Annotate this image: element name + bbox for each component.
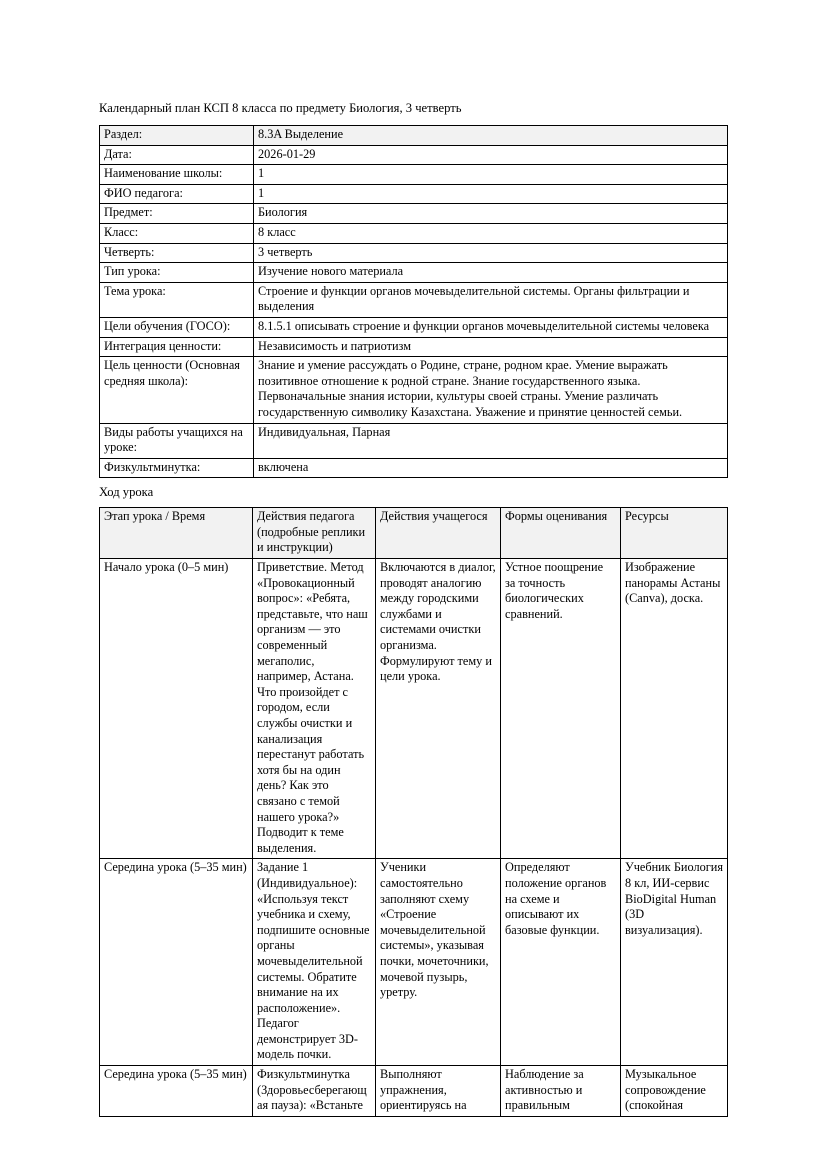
table-row — [100, 458, 728, 478]
lesson-flow-table-body — [100, 559, 728, 1117]
flow-cell-student-actions: Включаются в диалог, проводят аналогию между городскими службами и системами очистки организма. Формулируют тему и цели урока. — [376, 559, 501, 859]
info-row-label: Интеграция ценности: — [100, 337, 254, 357]
info-row-value: Изучение нового материала — [254, 263, 728, 283]
info-row-label: Цели обучения (ГОСО): — [100, 317, 254, 337]
table-row — [100, 165, 728, 185]
flow-cell-resources: Учебник Биология 8 кл, ИИ-сервис BioDigital Human (3D визуализация). — [621, 859, 728, 1066]
info-row-value: 8.1.5.1 описывать строение и функции органов мочевыделительной системы человека — [254, 317, 728, 337]
flow-cell-resources: Музыкальное сопровождение (спокойная — [621, 1066, 728, 1117]
flow-cell-assessment: Наблюдение за активностью и правильным — [501, 1066, 621, 1117]
info-row-value: 2026-01-29 — [254, 145, 728, 165]
flow-cell-assessment: Определяют положение органов на схеме и описывают их базовые функции. — [501, 859, 621, 1066]
flow-cell-stage: Середина урока (5–35 мин) — [100, 859, 253, 1066]
table-row — [100, 282, 728, 317]
info-row-label: Тип урока: — [100, 263, 254, 283]
info-row-label: Наименование школы: — [100, 165, 254, 185]
flow-cell-teacher-actions: Физкультминутка (Здоровьесберегающая пауза): «Встаньте — [253, 1066, 376, 1117]
flow-cell-stage: Середина урока (5–35 мин) — [100, 1066, 253, 1117]
info-row-value: включена — [254, 458, 728, 478]
column-header: Действия учащегося — [376, 508, 501, 559]
table-row — [100, 357, 728, 423]
info-row-label: Дата: — [100, 145, 254, 165]
table-row — [100, 204, 728, 224]
flow-cell-student-actions: Выполняют упражнения, ориентируясь на — [376, 1066, 501, 1117]
info-row-label: Раздел: — [100, 126, 254, 146]
flow-cell-stage: Начало урока (0–5 мин) — [100, 559, 253, 859]
lesson-info-table — [99, 125, 728, 478]
section-label-lesson-flow: Ход урока — [99, 485, 154, 500]
info-row-label: Виды работы учащихся на уроке: — [100, 423, 254, 458]
info-row-label: ФИО педагога: — [100, 184, 254, 204]
flow-cell-student-actions: Ученики самостоятельно заполняют схему «Строение мочевыделительной системы», указывая почки, мочеточники, мочевой пузырь, уретру. — [376, 859, 501, 1066]
table-row — [100, 859, 728, 1066]
table-row — [100, 223, 728, 243]
info-row-label: Физкультминутка: — [100, 458, 254, 478]
info-row-value: Знание и умение рассуждать о Родине, стране, родном крае. Умение выражать позитивное отношение к родной стране. Знание государственного языка. Первоначальные знания истории, культуры своей страны. Умение различать государственную символику Казахстана. Уважение и принятие ценностей семьи. — [254, 357, 728, 423]
flow-cell-resources: Изображение панорамы Астаны (Canva), доска. — [621, 559, 728, 859]
flow-cell-assessment: Устное поощрение за точность биологических сравнений. — [501, 559, 621, 859]
document-content — [99, 100, 727, 1113]
page-title: Календарный план КСП 8 класса по предмету Биология, 3 четверть — [99, 101, 462, 115]
table-row — [100, 1066, 728, 1117]
column-header: Ресурсы — [621, 508, 728, 559]
info-row-value: Строение и функции органов мочевыделительной системы. Органы фильтрации и выделения — [254, 282, 728, 317]
info-row-value: Биология — [254, 204, 728, 224]
flow-cell-teacher-actions: Задание 1 (Индивидуальное): «Используя текст учебника и схему, подпишите основные органы мочевыделительной системы. Обратите внимание на их расположение». Педагог демонстрирует 3D-модель почки. — [253, 859, 376, 1066]
flow-cell-teacher-actions: Приветствие. Метод «Провокационный вопрос»: «Ребята, представьте, что наш организм — это современный мегаполис, например, Астана. Что произойдет с городом, если службы очистки и канализация перестанут работать хотя бы на один день? Как это связано с темой нашего урока?» Подводит к теме выделения. — [253, 559, 376, 859]
info-row-value: Индивидуальная, Парная — [254, 423, 728, 458]
info-row-label: Четверть: — [100, 243, 254, 263]
column-header: Этап урока / Время — [100, 508, 253, 559]
info-row-label: Цель ценности (Основная средняя школа): — [100, 357, 254, 423]
table-row — [100, 337, 728, 357]
table-header-row — [100, 508, 728, 559]
table-row — [100, 243, 728, 263]
column-header: Формы оценивания — [501, 508, 621, 559]
lesson-flow-clip — [99, 507, 727, 1113]
info-row-value: 1 — [254, 165, 728, 185]
info-row-value: 8.3A Выделение — [254, 126, 728, 146]
table-row — [100, 317, 728, 337]
info-row-value: 1 — [254, 184, 728, 204]
lesson-flow-table — [99, 507, 728, 1117]
info-row-label: Тема урока: — [100, 282, 254, 317]
table-row — [100, 126, 728, 146]
info-row-value: 8 класс — [254, 223, 728, 243]
info-row-label: Класс: — [100, 223, 254, 243]
column-header: Действия педагога (подробные реплики и инструкции) — [253, 508, 376, 559]
table-row — [100, 559, 728, 859]
table-row — [100, 423, 728, 458]
table-row — [100, 145, 728, 165]
info-row-value: 3 четверть — [254, 243, 728, 263]
lesson-info-table-body — [100, 126, 728, 478]
table-row — [100, 184, 728, 204]
table-row — [100, 263, 728, 283]
lesson-flow-table-head — [100, 508, 728, 559]
info-row-label: Предмет: — [100, 204, 254, 224]
info-row-value: Независимость и патриотизм — [254, 337, 728, 357]
